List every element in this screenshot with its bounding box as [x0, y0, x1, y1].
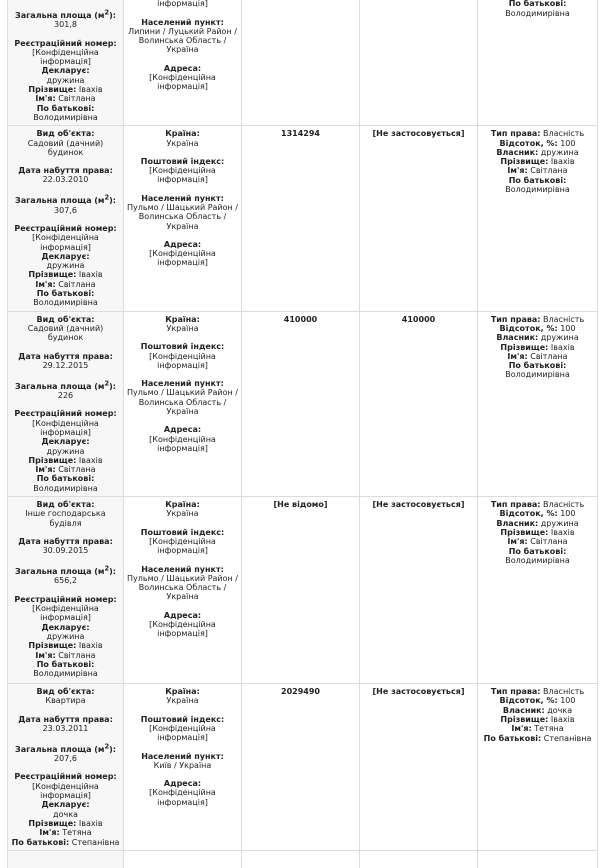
name-value: Світлана [530, 351, 568, 361]
postal-value: [Конфіденційна інформація] [149, 723, 216, 743]
area-value: 301,8 [54, 20, 77, 30]
settlement-label: Населений пункт: [141, 564, 224, 574]
postal-value: [Конфіденційна інформація] [149, 166, 216, 185]
table-row [8, 0, 598, 126]
acquire-date-label: Дата набуття права: [18, 714, 113, 724]
name-value: Світлана [530, 537, 568, 547]
settlement-label: Населений пункт: [141, 17, 224, 27]
object-cell [8, 126, 124, 311]
cost-current-cell [360, 311, 478, 496]
cost-current-cell [360, 497, 478, 684]
patronymic-value: Степанівна [543, 733, 592, 743]
declarant-value: дружина [46, 75, 85, 85]
owner-label: Власник: [502, 705, 545, 715]
area-value: 226 [57, 391, 74, 401]
location-cell [124, 850, 242, 868]
name-label: Ім'я: [507, 351, 528, 361]
name-label: Ім'я: [35, 465, 56, 475]
address-value: [Конфіденційна інформація] [149, 788, 216, 807]
reg-number-label: Реєстраційний номер: [14, 223, 117, 233]
address-label: Адреса: [163, 239, 202, 249]
address-label: Адреса: [163, 779, 202, 789]
surname-value: Івахів [78, 455, 103, 465]
address-label: Адреса: [163, 425, 202, 435]
address-label: Адреса: [163, 610, 202, 620]
surname-value: Івахів [78, 818, 103, 828]
country-label: Країна: [165, 500, 200, 510]
object-cell [8, 311, 124, 496]
settlement-value: Пульмо / Шацький Район / Волинська Область / Україна [127, 573, 238, 602]
postal-label: Поштовий індекс: [140, 714, 225, 724]
name-value: Тетяна [62, 828, 92, 838]
share-value: 100 [560, 138, 576, 148]
right-type-label: Тип права: [490, 687, 541, 697]
surname-label: Прізвище: [28, 455, 77, 465]
name-value: Світлана [58, 650, 96, 660]
acquire-date-value: 30.09.2015 [42, 546, 89, 556]
address-label: Адреса: [163, 63, 202, 73]
name-label: Ім'я: [35, 279, 56, 289]
declarant-value: дружина [46, 631, 85, 641]
object-type-value: Інше господарська будівля [25, 509, 106, 528]
right-type-value: Власність [543, 500, 585, 510]
postal-value: інформація] [157, 0, 208, 9]
acquire-date-label: Дата набуття права: [18, 166, 113, 176]
patronymic-label: По батькові: [36, 103, 95, 113]
cost-cell [242, 126, 360, 311]
address-value: [Конфіденційна інформація] [149, 249, 216, 268]
surname-value: Івахів [78, 270, 103, 280]
area-label: Загальна площа $(м^2)$: [15, 379, 116, 391]
cost-current-value: [Не застосовується] [372, 687, 465, 697]
settlement-value: Пульмо / Шацький Район / Волинська Область / Україна [127, 388, 238, 416]
cost-current-cell [360, 850, 478, 868]
country-label: Країна: [165, 314, 200, 324]
reg-number-label: Реєстраційний номер: [14, 772, 117, 782]
surname-label: Прізвище: [28, 818, 77, 828]
cost-current-cell [360, 0, 478, 126]
surname-label: Прізвище: [28, 641, 77, 651]
cost-current-cell [360, 684, 478, 851]
right-type-value: Власність [543, 687, 585, 697]
reg-number-value: [Конфіденційна інформація] [32, 604, 99, 623]
country-label: Країна: [165, 687, 200, 697]
declarant-value: дружина [46, 446, 85, 456]
name-label: Ім'я: [35, 94, 56, 104]
address-value: [Конфіденційна інформація] [149, 73, 216, 92]
country-value: Україна [166, 696, 199, 706]
object-type-value: Квартира [45, 696, 86, 706]
object-cell [8, 0, 124, 126]
declarant-label: Декларує: [41, 66, 90, 76]
postal-label: Поштовий індекс: [140, 527, 225, 537]
rights-cell [478, 684, 598, 851]
reg-number-label: Реєстраційний номер: [14, 594, 117, 604]
right-type-value: Власність [543, 129, 585, 139]
name-value: Світлана [58, 94, 96, 104]
surname-label: Прізвище: [28, 85, 77, 95]
surname-value: Івахів [550, 157, 575, 167]
location-cell [124, 0, 242, 126]
area-label: Загальна площа $(м^2)$: [15, 193, 116, 206]
patronymic-label: По батькові: [36, 474, 95, 484]
settlement-value: Липини / Луцький Район / Волинська Область / Україна [128, 26, 237, 55]
table-row [8, 497, 598, 684]
patronymic-value: Степанівна [71, 837, 120, 847]
share-label: Відсоток, %: [499, 509, 558, 519]
object-type-label: Вид об'єкта: [36, 500, 95, 510]
patronymic-value: Володимирівна [505, 370, 570, 380]
table-row [8, 850, 598, 868]
right-type-label: Тип права: [490, 500, 541, 510]
cost-cell [242, 311, 360, 496]
object-type-label: Вид об'єкта: [36, 314, 95, 324]
owner-label: Власник: [496, 333, 539, 343]
name-label: Ім'я: [507, 166, 528, 176]
settlement-label: Населений пункт: [141, 751, 224, 761]
location-cell [124, 684, 242, 851]
name-label: Ім'я: [39, 828, 60, 838]
object-cell [8, 850, 124, 868]
name-label: Ім'я: [511, 724, 532, 734]
real-estate-table [7, 0, 598, 868]
right-type-label: Тип права: [490, 129, 541, 139]
object-cell [8, 497, 124, 684]
cost-value: [Не відомо] [273, 500, 328, 510]
cost-value: 2029490 [281, 687, 320, 697]
right-type-label: Тип права: [490, 314, 541, 324]
acquire-date-label: Дата набуття права: [18, 536, 113, 546]
declarant-label: Декларує: [41, 251, 90, 261]
cost-current-value: [Не застосовується] [372, 500, 465, 510]
settlement-label: Населений пункт: [141, 379, 224, 389]
acquire-date-value: 29.12.2015 [42, 360, 89, 370]
owner-value: дружина [540, 333, 579, 343]
patronymic-label: По батькові: [508, 546, 567, 556]
area-label: Загальна площа $(м^2)$: [15, 742, 116, 754]
acquire-date-value: 22.03.2010 [42, 175, 89, 185]
postal-value: [Конфіденційна інформація] [149, 351, 216, 370]
declarant-label: Декларує: [41, 622, 90, 632]
cost-current-value: [Не застосовується] [372, 129, 465, 139]
table-row [8, 684, 598, 851]
patronymic-value: Володимирівна [33, 298, 98, 308]
cost-cell [242, 850, 360, 868]
surname-value: Івахів [550, 714, 575, 724]
patronymic-value: Володимирівна [33, 483, 98, 493]
patronymic-label: По батькові: [508, 361, 567, 371]
area-value: 207,6 [54, 754, 77, 764]
share-value: 100 [560, 696, 576, 706]
rights-cell [478, 311, 598, 496]
country-value: Україна [166, 138, 199, 148]
rights-cell [478, 0, 598, 126]
declarant-label: Декларує: [41, 800, 90, 810]
surname-label: Прізвище: [500, 157, 549, 167]
cost-current-value: 410000 [401, 314, 436, 324]
area-value: 307,6 [54, 205, 77, 215]
area-label: Загальна площа $(м^2)$: [15, 8, 116, 20]
patronymic-label: По батькові: [483, 733, 542, 743]
area-value: 656,2 [54, 576, 77, 586]
surname-label: Прізвище: [500, 527, 549, 537]
surname-value: Івахів [550, 527, 575, 537]
patronymic-value: Володимирівна [505, 555, 570, 565]
name-value: Світлана [530, 166, 568, 176]
rights-cell [478, 126, 598, 311]
country-value: Україна [166, 509, 199, 519]
owner-value: дочка [547, 705, 573, 715]
cost-cell [242, 497, 360, 684]
postal-label: Поштовий індекс: [140, 156, 225, 166]
acquire-date-label: Дата набуття права: [18, 351, 113, 361]
rights-cell [478, 850, 598, 868]
cost-value: 1314294 [281, 129, 320, 139]
surname-label: Прізвище: [500, 342, 549, 352]
postal-value: [Конфіденційна інформація] [149, 536, 216, 556]
share-value: 100 [560, 509, 576, 519]
settlement-value: Пульмо / Шацький Район / Волинська Область / Україна [127, 203, 238, 231]
share-value: 100 [560, 323, 576, 333]
share-label: Відсоток, %: [499, 323, 558, 333]
name-value: Світлана [58, 279, 96, 289]
settlement-value: Київ / Україна [153, 760, 212, 770]
location-cell [124, 311, 242, 496]
declarant-value: дочка [53, 809, 78, 819]
reg-number-value: [Конфіденційна інформація] [32, 47, 99, 67]
reg-number-label: Реєстраційний номер: [14, 38, 117, 48]
object-cell [8, 684, 124, 851]
share-label: Відсоток, %: [499, 138, 558, 148]
reg-number-label: Реєстраційний номер: [14, 409, 117, 419]
patronymic-label: По батькові: [508, 0, 567, 9]
name-label: Ім'я: [507, 537, 528, 547]
patronymic-label: По батькові: [11, 837, 70, 847]
object-type-label: Вид об'єкта: [36, 687, 95, 697]
reg-number-value: [Конфіденційна інформація] [32, 233, 99, 252]
surname-label: Прізвище: [28, 270, 77, 280]
acquire-date-value: 23.03.2011 [42, 723, 89, 733]
name-label: Ім'я: [35, 650, 56, 660]
patronymic-value: Володимирівна [505, 185, 570, 194]
reg-number-value: [Конфіденційна інформація] [32, 781, 99, 801]
table-row [8, 126, 598, 311]
owner-label: Власник: [496, 518, 539, 528]
country-value: Україна [166, 323, 199, 333]
cost-value: 410000 [283, 314, 318, 324]
area-label: Загальна площа $(м^2)$: [15, 564, 116, 577]
right-type-value: Власність [543, 314, 585, 324]
address-value: [Конфіденційна інформація] [149, 620, 216, 639]
patronymic-label: По батькові: [36, 659, 95, 669]
cost-current-cell [360, 126, 478, 311]
name-value: Світлана [58, 465, 96, 475]
owner-value: дружина [540, 147, 579, 157]
surname-label: Прізвище: [500, 714, 549, 724]
surname-value: Івахів [78, 85, 103, 95]
postal-label: Поштовий індекс: [140, 342, 225, 352]
country-label: Країна: [165, 129, 200, 139]
patronymic-value: Володимирівна [33, 112, 98, 122]
patronymic-label: По батькові: [508, 175, 567, 185]
address-value: [Конфіденційна інформація] [149, 434, 216, 453]
location-cell [124, 126, 242, 311]
object-type-label: Вид об'єкта: [36, 129, 95, 139]
object-type-value: Садовий (дачний) будинок [27, 323, 104, 343]
owner-value: дружина [540, 518, 579, 528]
cost-cell [242, 684, 360, 851]
settlement-label: Населений пункт: [141, 193, 224, 203]
rights-cell [478, 497, 598, 684]
share-label: Відсоток, %: [499, 696, 558, 706]
surname-value: Івахів [550, 342, 575, 352]
declarant-value: дружина [46, 261, 85, 271]
location-cell [124, 497, 242, 684]
reg-number-value: [Конфіденційна інформація] [32, 418, 99, 437]
name-value: Тетяна [534, 724, 564, 734]
owner-label: Власник: [496, 147, 539, 157]
patronymic-value: Володимирівна [505, 8, 570, 18]
object-type-value: Садовий (дачний) будинок [27, 138, 104, 157]
table-row [8, 311, 598, 496]
declarant-label: Декларує: [41, 437, 90, 447]
surname-value: Івахів [78, 641, 103, 651]
patronymic-label: По батькові: [36, 289, 95, 299]
patronymic-value: Володимирівна [33, 669, 98, 679]
cost-cell [242, 0, 360, 126]
